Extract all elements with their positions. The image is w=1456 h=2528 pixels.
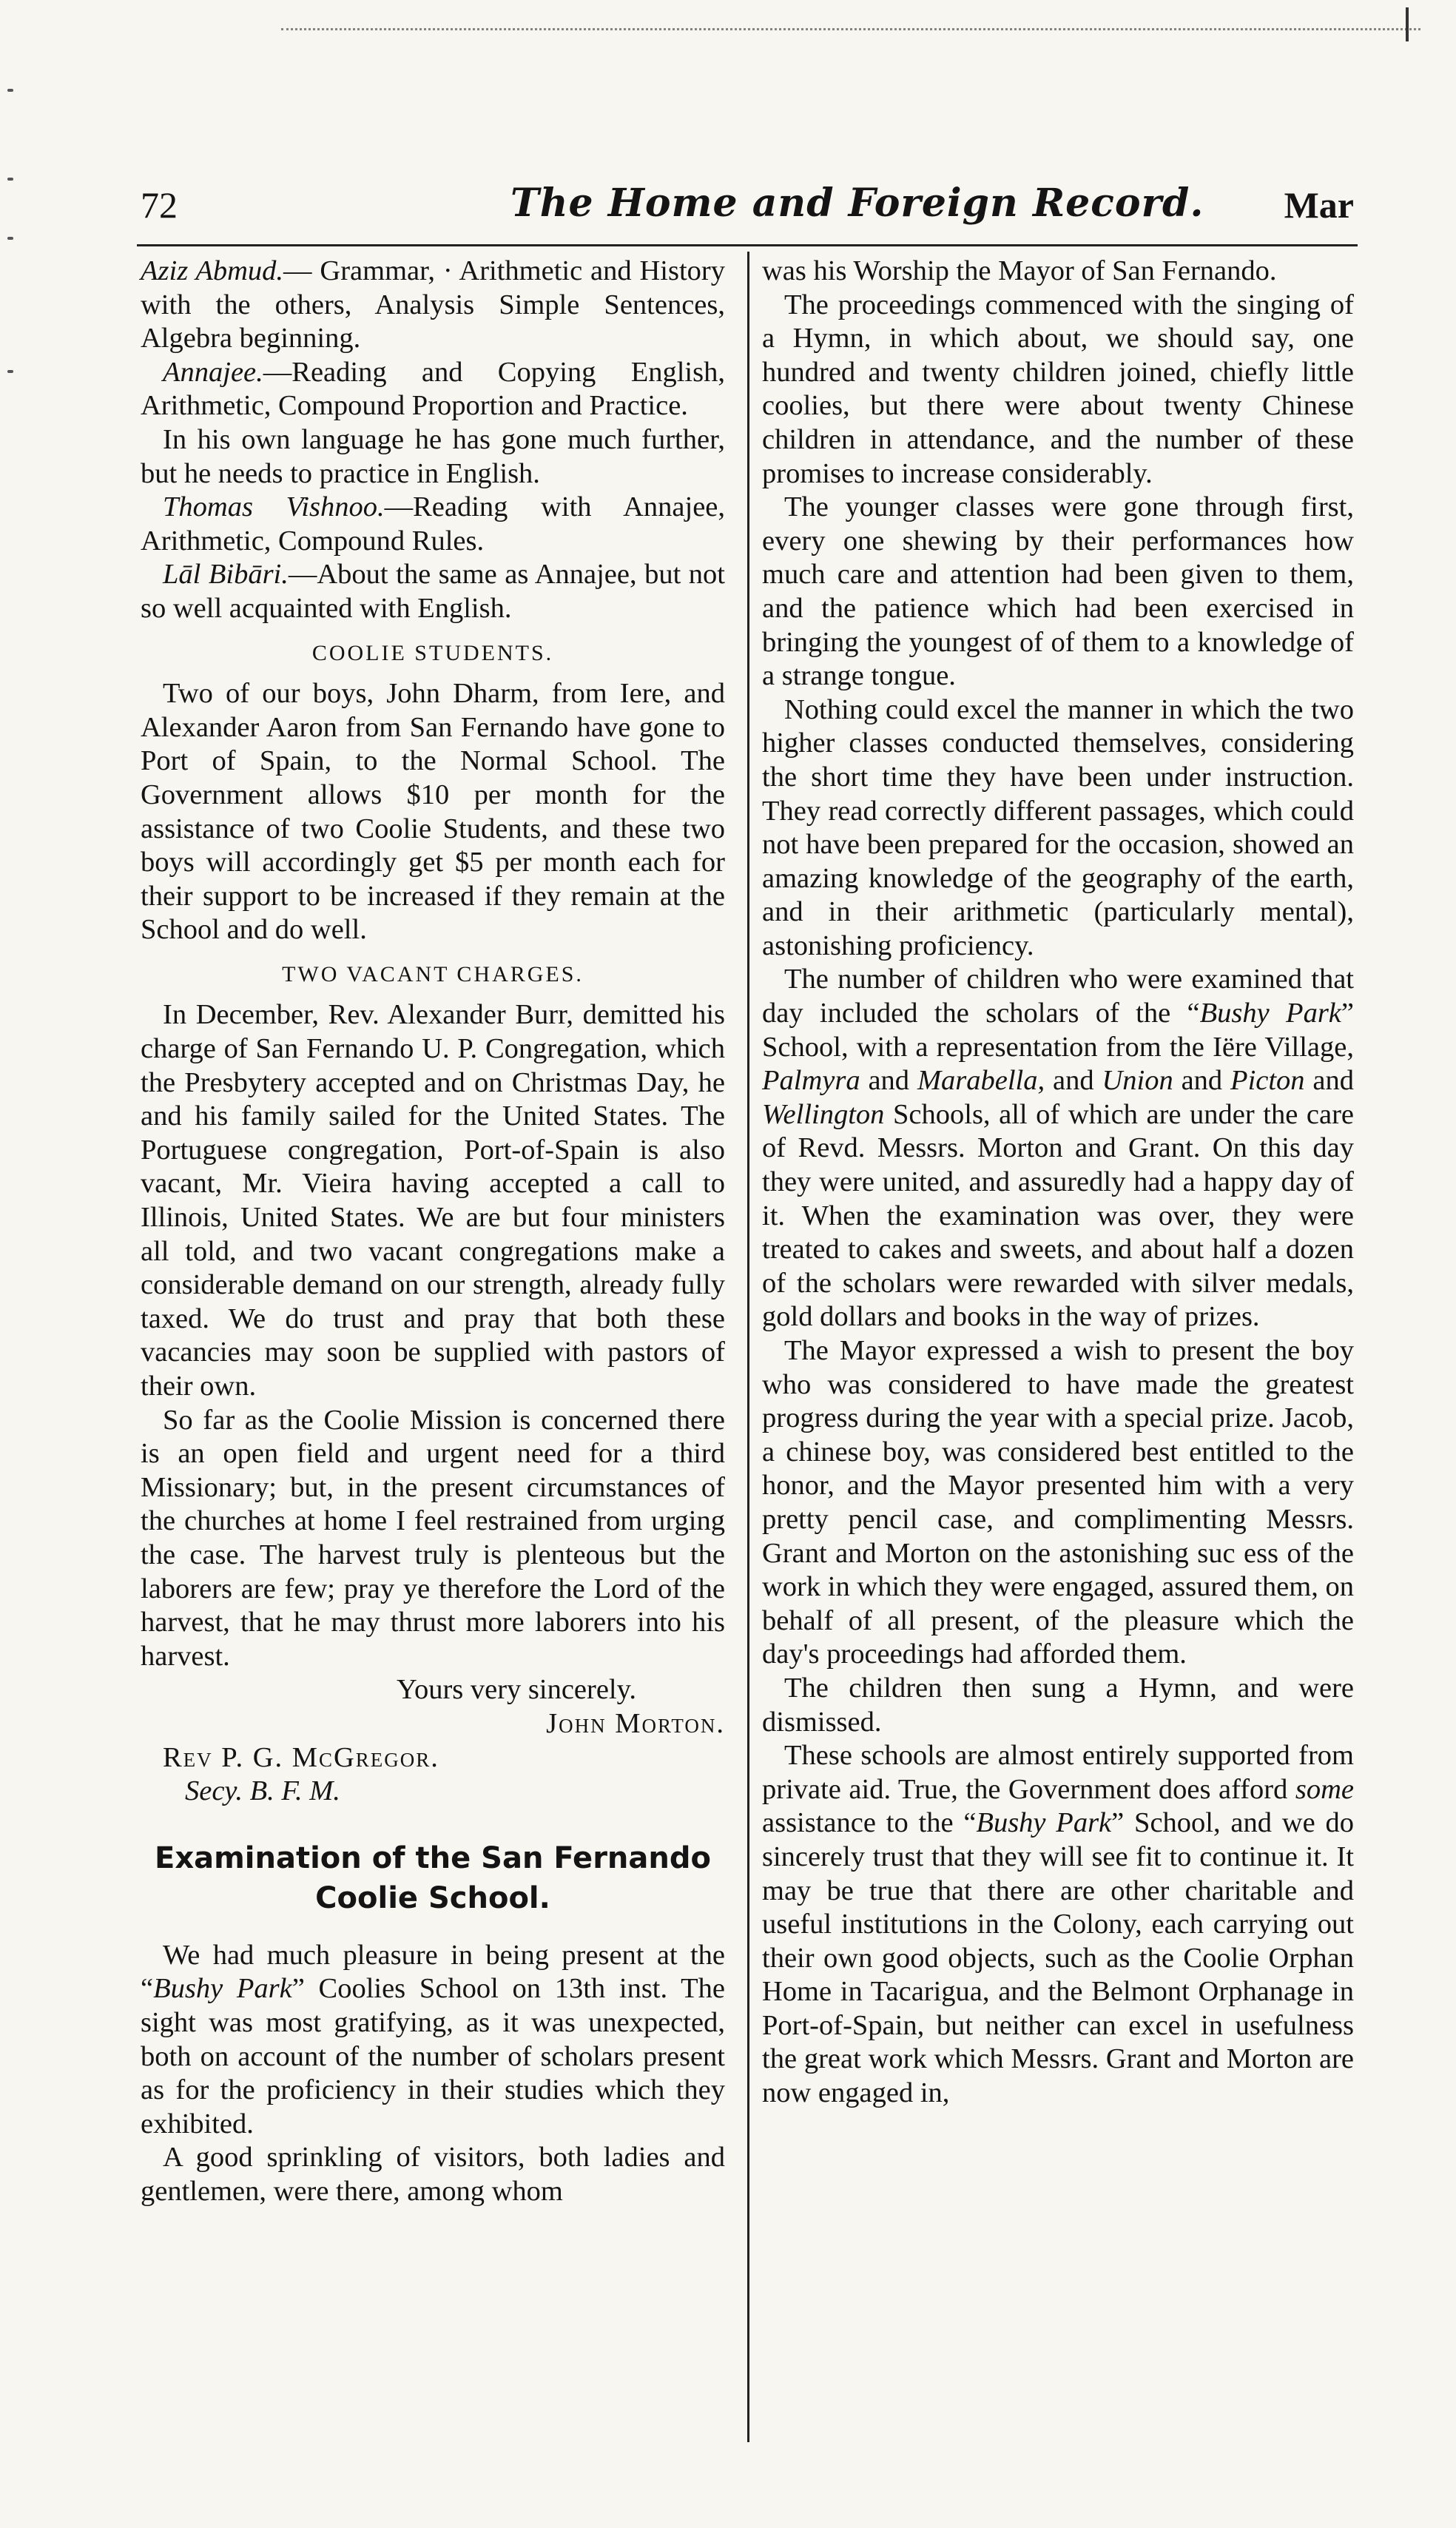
right-column xyxy=(762,255,1354,2111)
student-name: Thomas Vishnoo. xyxy=(163,491,385,523)
paragraph xyxy=(141,1404,725,1674)
paragraph-text: The children then sung a Hymn, and were dismissed. xyxy=(762,1672,1354,1738)
paragraph xyxy=(762,289,1354,491)
paragraph xyxy=(141,558,725,625)
paragraph xyxy=(141,255,725,356)
emphasis: some xyxy=(1295,1773,1354,1805)
paragraph xyxy=(762,693,1354,964)
paragraph-text: The Mayor expressed a wish to present the boy who was considered to have made the greatest progress during the year with a special prize. Jacob, a chinese boy, was considered best entitled to the honor, and the Mayor presented him with a very pretty pencil case, and complimenting Messrs. Grant and Morton on the astonishing suc ess of the work in which they were engaged, assured them, on behalf of all present, of the pleasure which the day's proceedings had afforded them. xyxy=(762,1335,1354,1670)
text-run: These schools are almost entirely supported from private aid. True, the Government does afford xyxy=(762,1740,1354,1805)
paragraph xyxy=(141,677,725,947)
text-run: and xyxy=(860,1065,917,1097)
text-run: ” School, with a representation from the Iëre Village, xyxy=(762,998,1354,1063)
scan-artifact-top xyxy=(281,10,1420,30)
column-divider xyxy=(747,252,749,2442)
paragraph-text: In his own language he has gone much further, but he needs to practice in English. xyxy=(141,423,725,489)
article-title: Examination of the San Fernando Coolie School. xyxy=(155,1840,711,1915)
text-run: and xyxy=(1173,1065,1231,1097)
letter-signoff: Yours very sincerely. xyxy=(397,1674,636,1706)
paragraph xyxy=(762,963,1354,1334)
school-name: Bushy Park xyxy=(976,1807,1112,1839)
scan-artifact-mark xyxy=(1406,7,1409,41)
issue-month: Mar xyxy=(1284,184,1354,226)
text-run: Schools, all of which are under the care of Revd. Messrs. Morton and Grant. On this day they were united, and assuredly had a happy day of it. When the examination was over, they were treated to cakes and sweets, and about half a dozen of the scholars were rewarded with silver medals, gold dollars and books in the way of prizes. xyxy=(762,1098,1354,1333)
paragraph-text: —Reading and Copying English, Arithmetic, Compound Proportion and Practice. xyxy=(141,356,725,422)
section-heading: TWO VACANT CHARGES. xyxy=(282,961,584,986)
place-name: Wellington xyxy=(762,1098,885,1130)
place-name: Palmyra xyxy=(762,1065,860,1097)
place-name: Picton xyxy=(1230,1065,1305,1097)
paragraph-text: A good sprinkling of visitors, both ladies and gentlemen, were there, among whom xyxy=(141,2142,725,2207)
paragraph-text: So far as the Coolie Mission is concerned there is an open field and urgent need for a third Missionary; but, in the present circumstances of the churches at home I feel restrained from urging the case. The harvest truly is plenteous but the laborers are few; pray ye therefore the Lord of the harvest, that he may thrust more laborers into his harvest. xyxy=(141,1404,725,1672)
letter-signature: John Morton. xyxy=(546,1707,725,1739)
letter-addressee: Rev P. G. McGregor. xyxy=(163,1741,439,1773)
text-run: and xyxy=(1045,1065,1102,1097)
paragraph xyxy=(141,1939,725,2142)
page-header xyxy=(141,178,1354,237)
paragraph xyxy=(762,255,1354,289)
paragraph xyxy=(762,1334,1354,1672)
scan-margin-marks xyxy=(7,89,30,533)
paragraph xyxy=(141,356,725,423)
paragraph-text: Nothing could excel the manner in which the two higher classes conducted themselves, considering the short time they have been under instruction. They read correctly different passages, which could not have been prepared for the occasion, showed an amazing knowledge of the geography of the earth, and in their arithmetic (particularly mental), astonishing proficiency. xyxy=(762,693,1354,961)
place-name: Marabella, xyxy=(917,1065,1045,1097)
section-heading: COOLIE STUDENTS. xyxy=(311,640,554,665)
text-run: The number of children who were examined that day included the scholars of the “ xyxy=(762,964,1354,1029)
paragraph xyxy=(141,423,725,491)
paragraph-text: In December, Rev. Alexander Burr, demitted his charge of San Fernando U. P. Congregation, which the Presbytery accepted and on Christmas Day, he and his family sailed for the United States. The Portuguese congregation, Port-of-Spain is also vacant, Mr. Vieira having accepted a call to Illinois, United States. We are but four ministers all told, and two vacant congregations make a considerable demand on our strength, already fully taxed. We do trust and pray that both these vacancies may soon be supplied with pastors of their own. xyxy=(141,999,725,1402)
text-run: ” Coolies School on 13th inst. The sight was most gratifying, as it was unexpected, both on account of the number of scholars present as for the proficiency in their studies which they exhibited. xyxy=(141,1973,725,2139)
school-name: Bushy Park xyxy=(153,1973,292,2005)
left-column xyxy=(141,255,725,2208)
place-name: Union xyxy=(1102,1065,1173,1097)
text-run: ” School, and we do sincerely trust that they will see fit to continue it. It may be true that there are other charitable and useful institutions in the Colony, each carrying out their own good objects, such as the Coolie Orphan Home in Tacarigua, and the Belmont Orphanage in Port-of-Spain, but neither can excel in usefulness the great work which Messrs. Grant and Morton are now engaged in, xyxy=(762,1807,1354,2109)
paragraph xyxy=(141,2141,725,2208)
text-run: We had much pleasure in being present at the “ xyxy=(141,1939,725,2005)
paragraph xyxy=(141,998,725,1403)
paragraph xyxy=(762,1672,1354,1739)
paragraph xyxy=(762,1739,1354,2111)
paragraph-text: The younger classes were gone through first, every one shewing by their performances how much care and attention had been given to them, and the patience which had been exercised in bringing the youngest of of them to a knowledge of a strange tongue. xyxy=(762,491,1354,692)
text-run: assistance to the “ xyxy=(762,1807,977,1839)
paragraph-text: was his Worship the Mayor of San Fernando. xyxy=(762,255,1277,286)
student-name: Lāl Bibāri. xyxy=(163,559,289,591)
paragraph-text: —About the same as Annajee, but not so well acquainted with English. xyxy=(141,559,725,624)
journal-title: The Home and Foreign Record. xyxy=(510,181,1204,226)
school-name: Bushy Park xyxy=(1199,998,1341,1029)
paragraph-text: The proceedings commenced with the singing of a Hymn, in which about, we should say, one hundred and twenty children joined, chiefly little coolies, but there were about twenty Chinese children in attendance, and the number of these promises to increase considerably. xyxy=(762,289,1354,489)
header-rule xyxy=(137,244,1358,246)
paragraph xyxy=(141,491,725,558)
paragraph-text: —Reading with Annajee, Arithmetic, Compound Rules. xyxy=(141,491,725,557)
paragraph-text: — Grammar, · Arithmetic and History with the others, Analysis Simple Sentences, Algebra beginning. xyxy=(141,255,725,354)
text-run: and xyxy=(1304,1065,1355,1097)
student-name: Annajee. xyxy=(163,356,263,388)
page-number: 72 xyxy=(141,184,178,226)
paragraph xyxy=(762,491,1354,693)
student-name: Aziz Abmud. xyxy=(141,255,284,286)
paragraph-text: Two of our boys, John Dharm, from Iere, and Alexander Aaron from San Fernando have gone to Port of Spain, to the Normal School. The Government allows $10 per month for the assistance of two Coolie Students, and these two boys will accordingly get $5 per month each for their support to be increased if they remain at the School and do well. xyxy=(141,678,725,946)
addressee-title: Secy. B. F. M. xyxy=(185,1775,340,1807)
